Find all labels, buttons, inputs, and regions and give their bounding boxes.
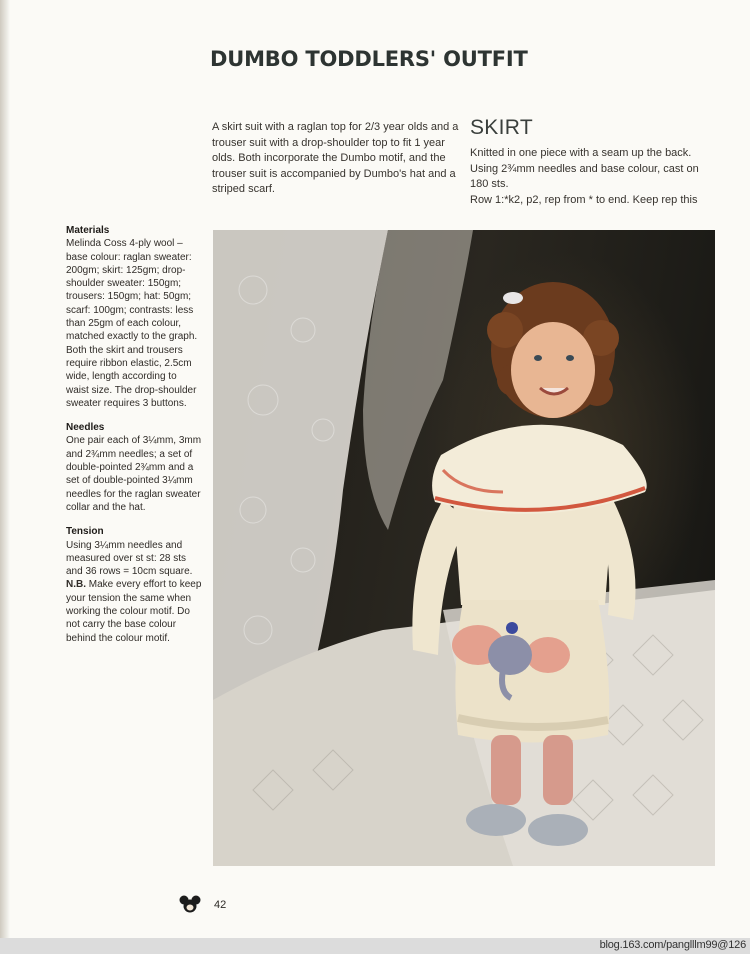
needles-heading: Needles — [66, 422, 105, 434]
page-number: 42 — [214, 899, 227, 911]
right-shoe — [528, 814, 588, 846]
left-leg — [491, 735, 521, 805]
skirt-instructions — [470, 146, 718, 208]
page-gutter — [0, 0, 10, 954]
child-face — [511, 322, 595, 418]
sidebar — [66, 224, 202, 645]
mickey-head-icon — [179, 895, 201, 913]
left-shoe — [466, 804, 526, 836]
materials-text-2: Both the skirt and trousers require ribbon elastic, 2.5cm wide, length according to waist size. The drop-shoulder sweater requires 3 buttons. — [66, 344, 197, 409]
skirt-row-text: Row 1:*k2, p2, rep from * to end. Keep rep this — [470, 193, 698, 206]
nb-label: N.B. — [66, 579, 86, 591]
page-title: DUMBO TODDLERS' OUTFIT — [210, 47, 528, 71]
tension-heading: Tension — [66, 526, 104, 538]
toddler-photo — [213, 230, 715, 866]
toddler-photo-illustration — [213, 230, 715, 866]
intro-paragraph: A skirt suit with a raglan top for 2/3 year olds and a trouser suit with a drop-shoulder top to fit 1 year olds. Both incorporate the Dumbo motif, and the trouser suit is accompanied by Dumbo's hat and a striped scarf. — [212, 121, 459, 196]
right-leg — [543, 735, 573, 805]
nb-text: Make every effort to keep your tension the same when working the colour motif. Do not carry the base colour behind the colour motif. — [66, 579, 202, 644]
skirt-heading: SKIRT — [470, 116, 533, 139]
sweater-collar — [432, 425, 647, 514]
sweater-body — [453, 500, 613, 605]
needles-text: One pair each of 3¼mm, 3mm and 2¾mm needles; a set of double-pointed 2¾mm and a set of double-pointed 3¼mm needles for the raglan sweater collar and the hat. — [66, 435, 202, 513]
watermark-text: blog.163.com/panglllm99@126 — [599, 939, 746, 951]
tension-text: Using 3¼mm needles and measured over st st: 28 sts and 36 rows = 10cm square. — [66, 539, 193, 578]
materials-heading: Materials — [66, 225, 110, 236]
materials-text: Melinda Coss 4-ply wool – base colour: raglan sweater: 200gm; skirt: 125gm; drop-shoulder sweater: 150gm; trousers: 150gm; hat: 50gm; scarf: 100gm; contrasts: less than 25gm of each colour, matched exactly to the graph. — [66, 238, 198, 343]
skirt-intro-text: Knitted in one piece with a seam up the back. Using 2¾mm needles and base colour, cast on 180 sts. — [470, 147, 699, 191]
hair-bow — [503, 292, 523, 304]
nb-note — [66, 578, 202, 644]
